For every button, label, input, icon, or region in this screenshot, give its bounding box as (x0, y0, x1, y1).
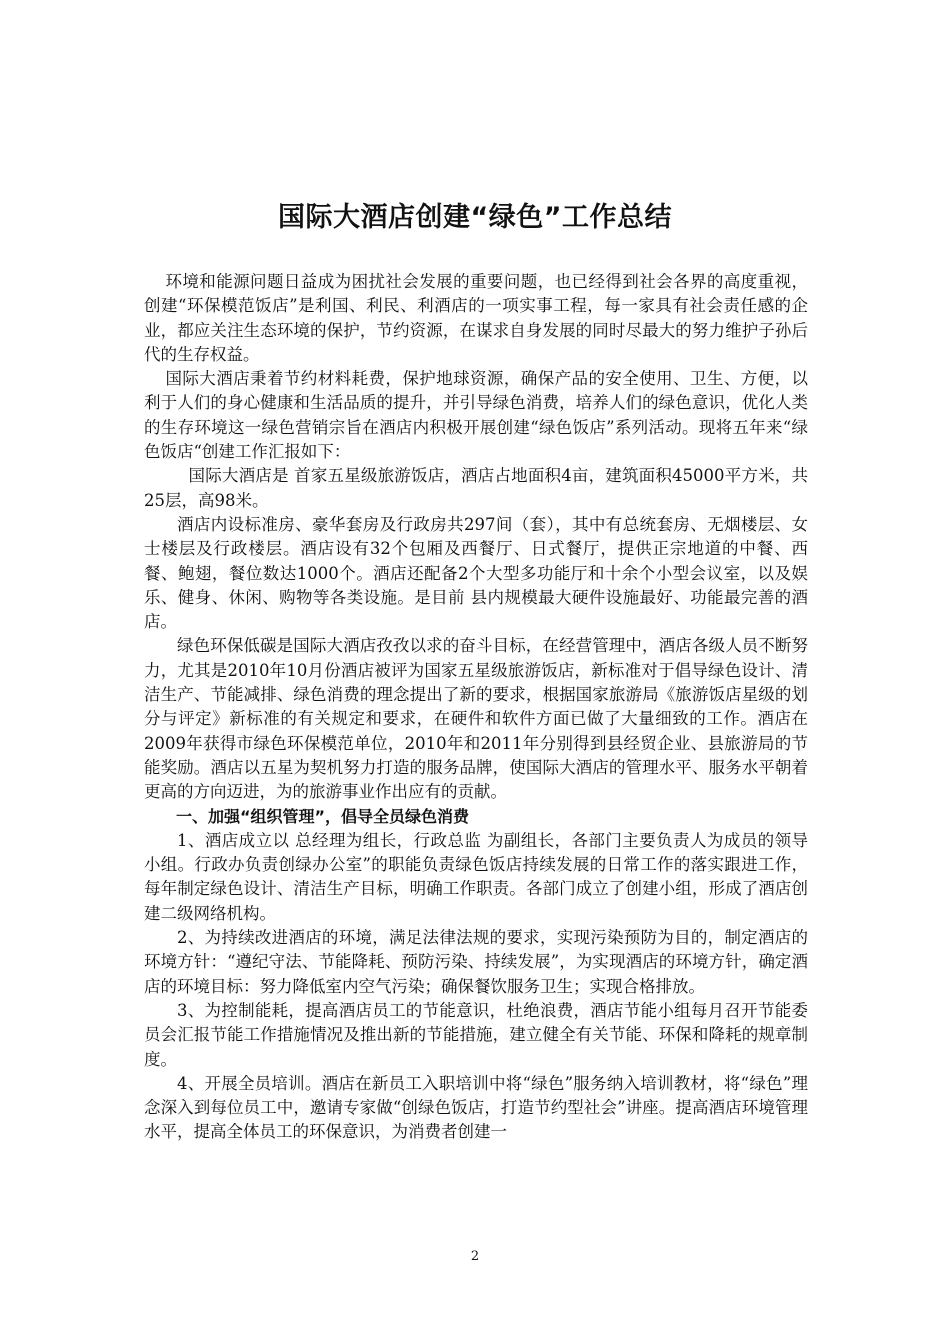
paragraph-green-marketing: 国际大酒店秉着节约材料耗费，保护地球资源，确保产品的安全使用、卫生、方便，以利于人们的身心健康和生活品质的提升，并引导绿色消费，培养人们的绿色意识，优化人类的生存环境这一绿色营销宗旨在酒店内积极开展创建“绿色饭店”系列活动。现将五年来“绿色饭店“创建工作汇报如下： (144, 369, 808, 462)
list-item-staff-training: 4、开展全员培训。酒店在新员工入职培训中将“绿色”服务纳入培训教材，将“绿色”理念深入到每位员工中，邀请专家做“创绿色饭店，打造节约型社会”讲座。提高酒店环境管理水平，提高全体员工的环保意识，为消费者创建一 (144, 1073, 808, 1142)
document-body (144, 270, 808, 1145)
list-item-energy-control: 3、为控制能耗，提高酒店员工的节能意识，杜绝浪费，酒店节能小组每月召开节能委员会汇报节能工作措施情况及推出新的节能措施，建立健全有关节能、环保和降耗的规章制度。 (144, 1000, 808, 1069)
section-heading-organization: 一、加强“组织管理”，倡导全员绿色消费 (176, 806, 470, 826)
paragraph-green-goal: 绿色环保低碳是国际大酒店孜孜以求的奋斗目标，在经营管理中，酒店各级人员不断努力，尤其是2010年10月份酒店被评为国家五星级旅游饭店，新标准对于倡导绿色设计、清洁生产、节能减排、绿色消费的理念提出了新的要求，根据国家旅游局《旅游饭店星级的划分与评定》新标准的有关规定和要求，在硬件和软件方面已做了大量细致的工作。酒店在2009年获得市绿色环保模范单位，2010年和2011年分别得到县经贸企业、县旅游局的节能奖励。酒店以五星为契机努力打造的服务品牌，使国际大酒店的管理水平、服务水平朝着更高的方向迈进，为的旅游事业作出应有的贡献。 (144, 636, 808, 802)
paragraph-hotel-overview: 国际大酒店是 首家五星级旅游饭店，酒店占地面积4亩，建筑面积45000平方米，共25层，高98米。 (144, 466, 808, 510)
list-item-leadership-group: 1、酒店成立以 总经理为组长，行政总监 为副组长，各部门主要负责人为成员的领导小组。行政办负责创绿办公室”的职能负责绿色饭店持续发展的日常工作的落实跟进工作，每年制定绿色设计、清洁生产目标，明确工作职责。各部门成立了创建小组，形成了酒店创建二级网络机构。 (144, 830, 808, 923)
list-item-environment-policy: 2、为持续改进酒店的环境，满足法律法规的要求，实现污染预防为目的，制定酒店的环境方针：“遵纪守法、节能降耗、预防污染、持续发展”，为实现酒店的环境方针，确定酒店的环境目标：努力降低室内空气污染；确保餐饮服务卫生；实现合格排放。 (144, 928, 808, 996)
document-title: 国际大酒店创建“绿色”工作总结 (278, 202, 672, 234)
page-number: 2 (470, 1249, 480, 1264)
paragraph-intro: 环境和能源问题日益成为困扰社会发展的重要问题，也已经得到社会各界的高度重视，创建“环保模范饭店”是利国、利民、利酒店的一项实事工程，每一家具有社会责任感的企业，都应关注生态环境的保护，节约资源，在谋求自身发展的同时尽最大的努力维护子孙后代的生存权益。 (144, 272, 808, 364)
paragraph-facilities: 酒店内设标准房、豪华套房及行政房共297间（套），其中有总统套房、无烟楼层、女士楼层及行政楼层。酒店设有32个包厢及西餐厅、日式餐厅，提供正宗地道的中餐、西餐、鲍翅，餐位数达1000个。酒店还配备2个大型多功能厅和十余个小型会议室，以及娱乐、健身、休闲、购物等各类设施。是目前 县内规模最大硬件设施最好、功能最完善的酒店。 (144, 514, 808, 632)
